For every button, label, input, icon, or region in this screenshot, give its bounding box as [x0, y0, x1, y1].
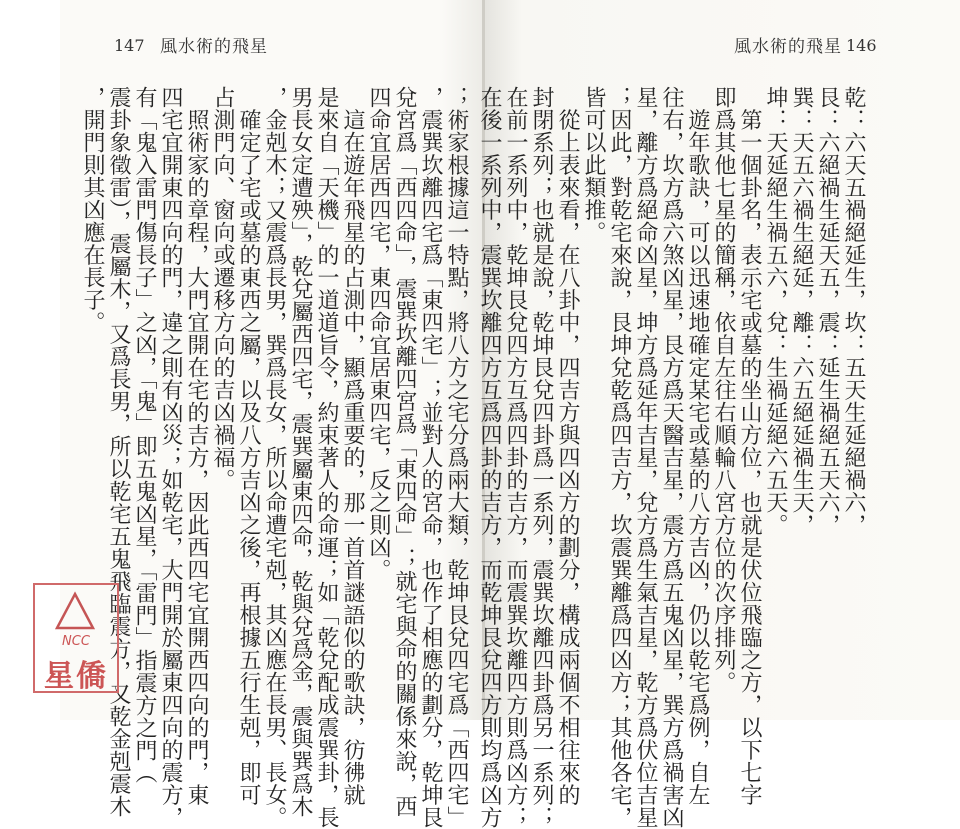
right-text-column: 皆可以此類推。 [581, 86, 606, 244]
left-text-column: 震卦象徵雷），震屬木，又爲長男，所以乾宅五鬼飛臨震方，又乾金剋震木 [106, 86, 131, 818]
left-text-column: 兌宮爲「西四命」，震巽坎離四宮爲「東四命」；就宅與命的關係來說，西 [392, 86, 417, 818]
left-text-column: 是來自「天機」的一道道旨令，約束著人的命運；如「乾兌配成震巽卦，長 [314, 86, 339, 829]
stamp-brand: NCC [62, 634, 90, 649]
left-text-column: 四命宜居西四宅，東四命宜居東四宅，反之則凶。 [366, 86, 391, 581]
left-text-column: 確定了宅或墓的東西之屬，以及八方吉凶之後，再根據五行生剋，即可 [236, 86, 261, 806]
right-text-column: 封閉系列；也就是說，乾坤艮兌四卦爲一系列，震巽坎離四卦爲另一系列； [529, 86, 554, 829]
right-text-column: 即爲其他七星的簡稱，依自左往右順輪八宮方位的次序排列。 [711, 86, 736, 694]
right-text-column: 在後一系列中，震巽坎離四方互爲四卦的吉方，而乾坤艮兌四方則均爲凶方 [477, 86, 502, 829]
right-text-column: 往右，坎方爲六煞凶星，艮方爲天醫吉星，震方爲五鬼凶星，巽方爲禍害凶 [659, 86, 684, 829]
left-text-column: ，震巽坎離四宅爲「東四宅」；並對人的宮命，也作了相應的劃分，乾坤艮 [418, 86, 443, 829]
right-text-column: 從上表來看，在八卦中，四吉方與四凶方的劃分，構成兩個不相往來的 [555, 86, 580, 806]
left-page-title: 風水術的飛星 [160, 37, 268, 57]
right-page-title: 風水術的飛星 [734, 37, 842, 57]
left-text-column: 這在遊年飛星的占測中，顯爲重要的，那一首首謎語似的歌訣，彷彿就 [340, 86, 365, 806]
right-text-column: 巽：天五六禍生絕延，離：六五絕延禍生天， [789, 86, 814, 536]
left-text-column: 四宅宜開東四向的門，違之則有凶災；如乾宅，大門開於屬東四向的震方， [158, 86, 183, 829]
triangle-logo-icon [53, 591, 97, 631]
right-text-column: 在前一系列中，乾坤艮兌四方互爲四卦的吉方，而震巽坎離四方則爲凶方； [503, 86, 528, 829]
right-text-column: 第一個卦名，表示宅或墓的坐山方位，也就是伏位飛臨之方，以下七字 [737, 86, 762, 806]
stamp-name: 星僑 [44, 659, 108, 694]
left-text-column: 男長女定遭殃」，乾兌屬西四宅，震巽屬東四命，乾與兌爲金，震與巽爲木 [288, 86, 313, 818]
right-text-column: 坤：天延絕生禍五六，兌：生禍延絕六五天。 [763, 86, 788, 536]
left-text-column: 照術家的章程，大門宜開在宅的吉方，因此西四宅宜開西四向的門，東 [184, 86, 209, 806]
right-page-number: 146 [846, 36, 877, 55]
right-text-column: 遊年歌訣，可以迅速地確定某宅或墓的八方吉凶，仍以乾宅爲例，自左 [685, 86, 710, 806]
right-text-column: 乾：六天五禍絕延生，坎：五天生延絕禍六， [841, 86, 866, 536]
left-text-column: ；術家根據這一特點，將八方之宅分爲兩大類，乾坤艮兌四宅爲「西四宅」 [444, 86, 469, 829]
left-text-column: ，金剋木；又震爲長男，巽爲長女，所以命遭宅剋，其凶應在長男、長女。 [262, 86, 287, 829]
left-page-number: 147 [114, 36, 145, 55]
left-text-column: 占測門向、窗向或遷移方向的吉凶禍福。 [210, 86, 235, 491]
right-text-column: 艮：六絕禍生延天五，震：延生禍絕五天六， [815, 86, 840, 536]
right-text-column: ；因此，對乾宅來說，艮坤兌乾爲四吉方，坎震巽離爲四凶方；其他各宅， [607, 86, 632, 829]
left-text-column: 有「鬼入雷門傷長子」之凶，「鬼」即五鬼凶星，「雷門」指震方之門（ [132, 86, 157, 784]
left-text-column: ，開門則其凶應在長子。 [80, 86, 105, 334]
right-text-column: 星，離方爲絕命凶星，坤方爲延年吉星，兌方爲生氣吉星，乾方爲伏位吉星 [633, 86, 658, 829]
ncc-watermark-stamp [33, 583, 119, 693]
